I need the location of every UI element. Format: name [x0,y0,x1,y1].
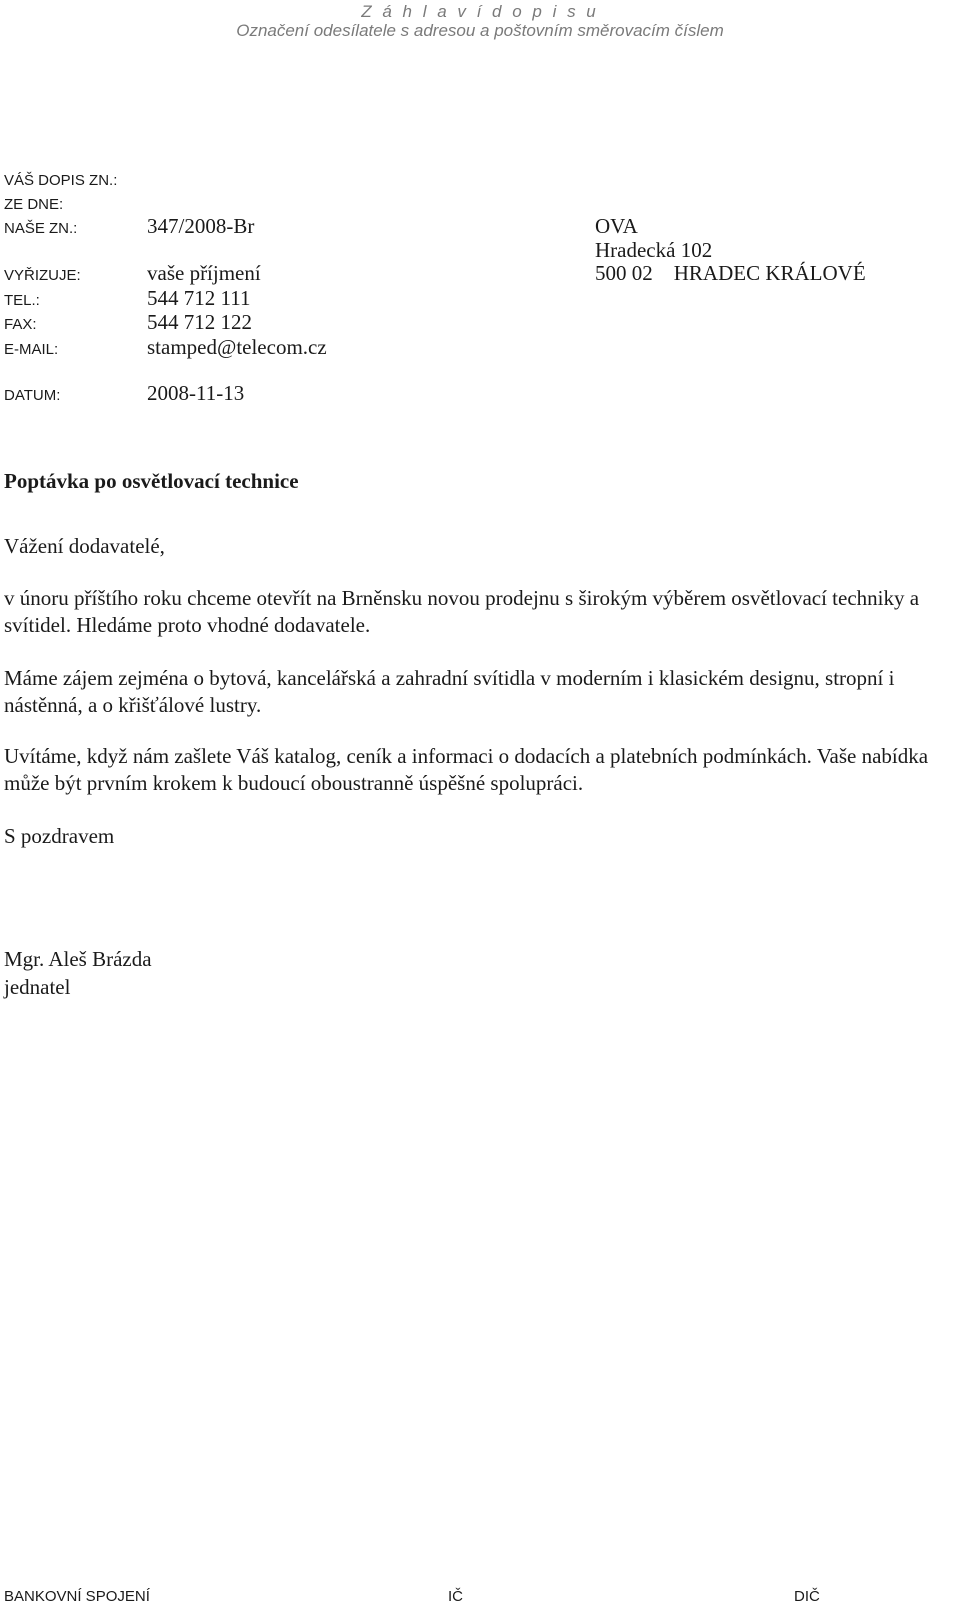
our-ref-label: NAŠE ZN.: [4,220,78,237]
signer-name: Mgr. Aleš Brázda [4,947,152,971]
handled-by-value: vaše příjmení [147,261,261,285]
date-value: 2008-11-13 [147,381,245,405]
date-from-label: ZE DNE: [4,196,64,213]
fax-label: FAX: [4,316,37,333]
letterhead-title: Z á h l a v í d o p i s u [361,2,599,21]
email-label: E-MAIL: [4,341,59,358]
signer-title: jednatel [4,975,71,999]
salutation: Vážení dodavatelé, [4,534,165,558]
handled-by-label: VYŘIZUJE: [4,267,81,284]
paragraph-1: v únoru příštího roku chceme otevřít na Brněnsku novou prodejnu s širokým výběrem osvětlovací techniky a svítidel. Hledáme proto vhodné dodavatele. [4,586,920,637]
recipient-city: 500 02 HRADEC KRÁLOVÉ [595,261,866,285]
tel-label: TEL.: [4,292,40,309]
fax-value: 544 712 122 [147,310,252,334]
recipient-street: Hradecká 102 [595,238,713,262]
paragraph-2: Máme zájem zejména o bytová, kancelářská a zahradní svítidla v moderním i klasickém designu, stropní i nástěnná, a o křišťálové lustry. [4,666,895,717]
letter-subject: Poptávka po osvětlovací technice [4,469,299,493]
our-ref-value: 347/2008-Br [147,214,255,238]
your-ref-label: VÁŠ DOPIS ZN.: [4,172,118,189]
letterhead-subtitle: Označení odesílatele s adresou a poštovním směrovacím číslem [236,21,724,40]
footer-dic-label: DIČ [794,1588,820,1605]
date-label: DATUM: [4,387,61,404]
email-value: stamped@telecom.cz [147,335,327,359]
recipient-name: OVA [595,214,638,238]
closing: S pozdravem [4,824,115,848]
paragraph-3: Uvítáme, když nám zašlete Váš katalog, ceník a informaci o dodacích a platebních podmínkách. Vaše nabídka může být prvním krokem k budoucí oboustranně úspěšné spolupráci. [4,744,929,795]
footer-bank-label: BANKOVNÍ SPOJENÍ [4,1588,150,1605]
tel-value: 544 712 111 [147,286,251,310]
footer-ic-label: IČ [448,1588,463,1605]
